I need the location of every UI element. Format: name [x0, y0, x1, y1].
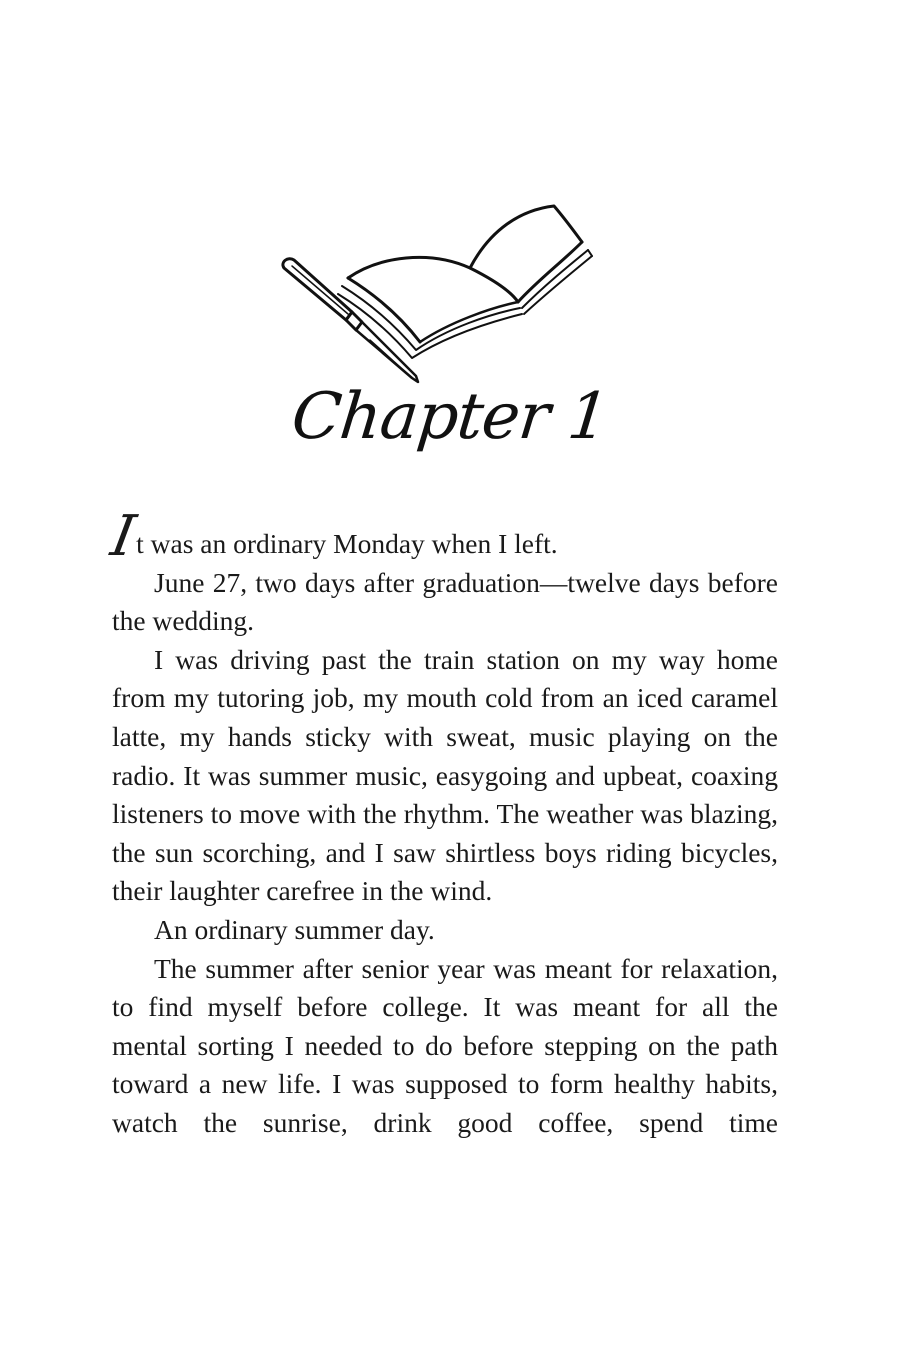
paragraph-4: An ordinary summer day. [154, 913, 435, 945]
paragraph-text: t was an ordinary Monday when I left. [136, 528, 558, 559]
chapter-title: Chapter 1 [288, 380, 612, 454]
paragraph-1 [106, 504, 778, 569]
open-book-and-pen-icon [270, 190, 600, 390]
drop-cap: I [106, 504, 140, 569]
chapter-body [106, 504, 778, 1143]
paragraph-2: June 27, two days after graduation—twelve days before the wedding. [112, 566, 778, 637]
paragraph-3: I was driving past the train station on my way home from my tutoring job, my mouth cold from an iced caramel latte, my hands sticky with sweat, music playing on the radio. It was summer music, easygoing and upbeat, coaxing listeners to move with the rhythm. The weather was blazing, the sun scorching, and I saw shirtless boys riding bicycles, their laughter carefree in the wind. [112, 643, 778, 907]
paragraph-5: The summer after senior year was meant for relaxation, to find myself before college. It was meant for all the mental sorting I needed to do before stepping on the path toward a new life. I was supposed to form healthy habits, watch the sunrise, drink good coffee, spend time [112, 952, 778, 1138]
